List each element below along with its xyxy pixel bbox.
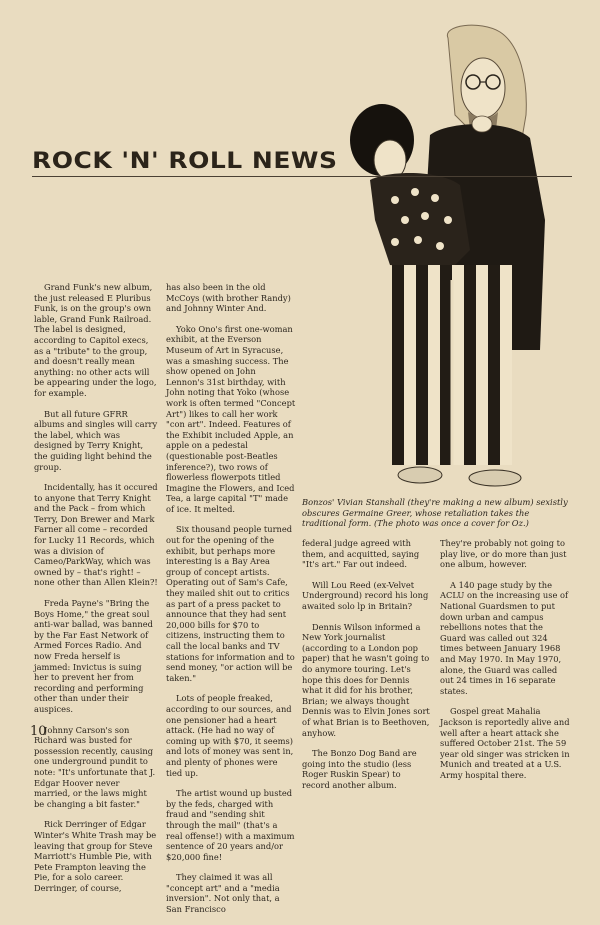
paragraph: Dennis Wilson informed a New York journalist (according to a London pop paper) that he wasn't going to do anymore touring. Let's hope this does for Dennis what it did for his brother, Brian; we always thought Dennis was to Elvin Jones sort of what Brian is to Beethoven, anyhow. [302,621,430,738]
article-column-2 [166,282,296,925]
article-column-1 [34,282,158,903]
paragraph: A 140 page study by the ACLU on the increasing use of National Guardsmen to put down urban and campus rebellions notes that the Guard was called out 324 times between January 1968 and May 1970. In May 1970, alone, the Guard was called out 24 times in 16 separate states. [440,579,569,696]
paragraph: Rick Derringer of Edgar Winter's White Trash may be leaving that group for Steve Marriott's Humble Pie, with Pete Frampton leaving the Pie, for a solo career. Derringer, of course, [34,819,157,893]
paragraph: Six thousand people turned out for the opening of the exhibit, but perhaps more interesting is a Bay Area group of concept artists. Operating out of Sam's Cafe, they mailed shit out to critics as part of a press packet to announce that they had sent 20,000 bills for $70 to citizens, instructing them to call the local banks and TV stations for information and to send money, "or action will be taken." [166,524,295,683]
headline-rule [32,176,572,177]
paragraph: They claimed it was all "concept art" and a "media inversion". Not only that, a San Francisco [166,872,280,915]
paragraph: They're probably not going to play live, or do more than just one album, however. [440,538,567,570]
paragraph: Incidentally, has it occured to anyone that Terry Knight and the Pack – from which Terry, Don Brewer and Mark Farner all come – recorded for Lucky 11 Records, which was a division of Cameo/ParkWay, which was owned by – that's right! – none other than Allen Klein?! [34,482,158,588]
paragraph: Lots of people freaked, according to our sources, and one pensioner had a heart attack. (He had no way of coming up with $70, it seems) and lots of money was sent in, and plenty of phones were tied up. [166,693,294,778]
paragraph: Gospel great Mahalia Jackson is reportedly alive and well after a heart attack she suffered October 21st. The 59 year old singer was stricken in Munich and treated at a U.S. Army hospital there. [440,706,570,780]
paragraph: Will Lou Reed (ex-Velvet Underground) record his long awaited solo lp in Britain? [302,579,429,611]
photo-two-figures-icon [330,20,580,498]
paragraph: Johnny Carson's son Richard was busted for possession recently, causing one underground pundit to note: "It's unfortunate that J. Edgar Hoover never married, or the laws might be changing a bit faster." [34,724,156,809]
article-column-3 [302,538,430,800]
article-column-4 [440,538,570,790]
paragraph: federal judge agreed with them, and acquitted, saying "It's art." Far out indeed. [302,538,420,570]
paragraph: But all future GFRR albums and singles will carry the label, which was designed by Terry Knight, the guiding light behind the group. [34,408,158,472]
section-headline: ROCK 'N' ROLL NEWS [32,147,338,174]
paragraph: has also been in the old McCoys (with brother Randy) and Johnny Winter And. [166,282,291,314]
paragraph: Grand Funk's new album, the just released E Pluribus Funk, is on the group's own lable, Grand Funk Railroad. The label is designed, according to Capitol execs, as a "tribute" to the group, and doesn't really mean anything: no other acts will be appearing under the logo, for example. [34,282,157,398]
paragraph: Freda Payne's "Bring the Boys Home," the great soul anti-war ballad, was banned by the Far East Network of Armed Forces Radio. And now Freda herself is jammed: Invictus is suing her to prevent her from recording and performing other than under their auspices. [34,598,153,714]
paragraph: The artist wound up busted by the feds, charged with fraud and "sending shit through the mail" (that's a real offense!) with a maximum sentence of 20 years and/or $20,000 fine! [166,788,295,862]
page-number: 10 [30,724,47,739]
paragraph: Yoko Ono's first one-woman exhibit, at the Everson Museum of Art in Syracuse, was a smashing success. The show opened on John Lennon's 31st birthday, with John noting that Yoko (whose work is often termed "Concept Art") likes to call her work "con art". Indeed. Features of the Exhibit included Apple, an apple on a pedestal (questionable post-Beatles inference?), two rows of flowerless flowerpots titled Imagine the Flowers, and Iced Tea, a large capital "T" made of ice. It melted. [166,323,296,514]
photo-caption: Bonzos' Vivian Stanshall (they're making a new album) sexistly obscures Germaine Greer, whose retaliation takes the traditional form. (The photo was once a cover for Oz.) [302,497,568,529]
paragraph: The Bonzo Dog Band are going into the studio (less Roger Ruskin Spear) to record another album. [302,748,417,790]
